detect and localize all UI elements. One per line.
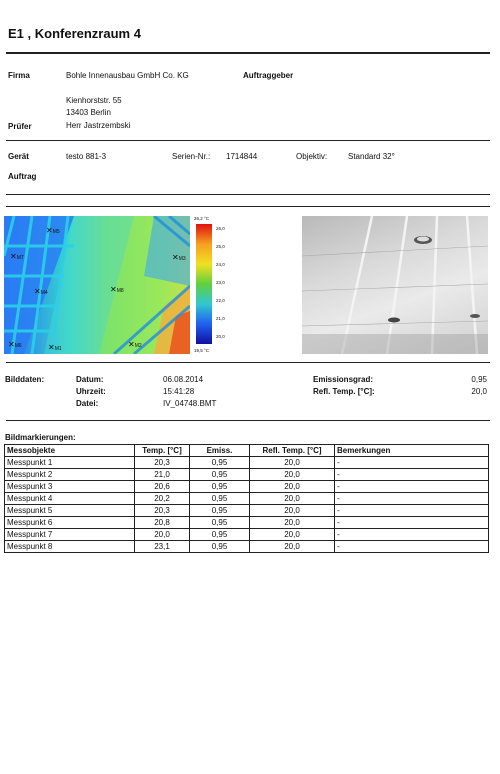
table-cell: - (335, 481, 489, 493)
auftrag-label: Auftrag (8, 172, 37, 181)
image-top-divider (6, 206, 490, 207)
column-header: Bemerkungen (335, 445, 489, 457)
marker-m8: ✕M8 (110, 285, 124, 294)
pruefer-value: Herr Jastrzembski (66, 121, 131, 130)
table-cell: 0,95 (190, 493, 250, 505)
table-cell: 20,8 (135, 517, 190, 529)
column-header: Messobjekte (5, 445, 135, 457)
table-row (5, 469, 489, 481)
scale-tick: 25,0 (216, 244, 225, 249)
scale-tick: 22,0 (216, 298, 225, 303)
table-cell: Messpunkt 2 (5, 469, 135, 481)
refl-label: Refl. Temp. [°C]: (313, 387, 375, 396)
table-cell: 0,95 (190, 457, 250, 469)
column-header: Emiss. (190, 445, 250, 457)
table-row (5, 481, 489, 493)
image-bottom-divider (6, 362, 490, 363)
uhrzeit-label: Uhrzeit: (76, 387, 106, 396)
scale-tick: 23,0 (216, 280, 225, 285)
table-cell: 20,0 (250, 469, 335, 481)
table-cell: 20,3 (135, 505, 190, 517)
scale-max: 26,2 °C (194, 216, 210, 221)
bilddaten-divider (6, 420, 490, 421)
firma-label: Firma (8, 71, 30, 80)
datei-label: Datei: (76, 399, 99, 408)
scale-tick: 21,0 (216, 316, 225, 321)
table-cell: 0,95 (190, 469, 250, 481)
scale-tick: 20,0 (216, 334, 225, 339)
table-cell: 21,0 (135, 469, 190, 481)
table-cell: 20,2 (135, 493, 190, 505)
scale-min: 19,5 °C (194, 348, 210, 353)
table-cell: Messpunkt 7 (5, 529, 135, 541)
scale-tick: 26,0 (216, 226, 225, 231)
table-cell: 20,0 (250, 505, 335, 517)
uhrzeit-value: 15:41:28 (163, 387, 195, 396)
table-cell: 20,0 (250, 457, 335, 469)
table-row (5, 541, 489, 553)
table-cell: - (335, 541, 489, 553)
refl-value: 20,0 (471, 387, 487, 396)
objektiv-label: Objektiv: (296, 152, 328, 161)
table-cell: 0,95 (190, 541, 250, 553)
marker-m5: ✕M5 (46, 226, 60, 235)
table-cell: Messpunkt 6 (5, 517, 135, 529)
address-line1: Kienhorststr. 55 (66, 96, 122, 105)
geraet-label: Gerät (8, 152, 29, 161)
table-row (5, 493, 489, 505)
marker-m7: ✕M7 (10, 252, 24, 261)
table-cell: Messpunkt 1 (5, 457, 135, 469)
emission-label: Emissionsgrad: (313, 375, 374, 384)
table-cell: 20,0 (250, 493, 335, 505)
table-cell: 20,0 (250, 517, 335, 529)
visual-photo (302, 216, 488, 354)
scale-tick: 24,0 (216, 262, 225, 267)
device-divider (6, 194, 490, 195)
address-line2: 13403 Berlin (66, 108, 111, 117)
title-divider (6, 52, 490, 54)
marker-m1: ✕M1 (48, 343, 62, 352)
datum-label: Datum: (76, 375, 104, 384)
table-cell: 20,3 (135, 457, 190, 469)
marker-m4: ✕M4 (34, 287, 48, 296)
table-cell: Messpunkt 8 (5, 541, 135, 553)
table-cell: 20,0 (250, 529, 335, 541)
table-cell: - (335, 517, 489, 529)
temperature-scale-bar (196, 224, 212, 344)
table-row (5, 517, 489, 529)
table-row (5, 457, 489, 469)
table-cell: 0,95 (190, 505, 250, 517)
table-cell: 20,0 (135, 529, 190, 541)
auftraggeber-label: Auftraggeber (243, 71, 294, 80)
bilddaten-label: Bilddaten: (5, 375, 45, 384)
column-header: Refl. Temp. [°C] (250, 445, 335, 457)
table-cell: 23,1 (135, 541, 190, 553)
serien-label: Serien-Nr.: (172, 152, 211, 161)
marker-m6: ✕M6 (8, 340, 22, 349)
serien-value: 1714844 (226, 152, 258, 161)
table-cell: Messpunkt 3 (5, 481, 135, 493)
geraet-value: testo 881-3 (66, 152, 107, 161)
datum-value: 06.08.2014 (163, 375, 204, 384)
thermal-image (4, 216, 190, 354)
table-row (5, 505, 489, 517)
table-cell: 20,0 (250, 481, 335, 493)
emission-value: 0,95 (471, 375, 487, 384)
table-cell: 20,6 (135, 481, 190, 493)
table-cell: - (335, 505, 489, 517)
table-cell: - (335, 469, 489, 481)
page-title: E1 , Konferenzraum 4 (8, 26, 141, 41)
table-cell: - (335, 457, 489, 469)
objektiv-value: Standard 32° (348, 152, 395, 161)
table-cell: 0,95 (190, 517, 250, 529)
pruefer-label: Prüfer (8, 122, 32, 131)
marker-m2: ✕M2 (128, 340, 142, 349)
firma-value: Bohle Innenausbau GmbH Co. KG (66, 71, 189, 80)
datei-value: IV_04748.BMT (163, 399, 217, 408)
table-row (5, 529, 489, 541)
table-cell: - (335, 529, 489, 541)
table-cell: - (335, 493, 489, 505)
markierungen-heading: Bildmarkierungen: (5, 433, 76, 442)
table-header-row (5, 445, 489, 457)
column-header: Temp. [°C] (135, 445, 190, 457)
header-divider (6, 140, 490, 141)
marker-m3: ✕M3 (172, 253, 186, 262)
table-cell: 0,95 (190, 529, 250, 541)
markierungen-table (4, 444, 489, 553)
table-cell: 0,95 (190, 481, 250, 493)
table-cell: 20,0 (250, 541, 335, 553)
table-cell: Messpunkt 4 (5, 493, 135, 505)
table-cell: Messpunkt 5 (5, 505, 135, 517)
